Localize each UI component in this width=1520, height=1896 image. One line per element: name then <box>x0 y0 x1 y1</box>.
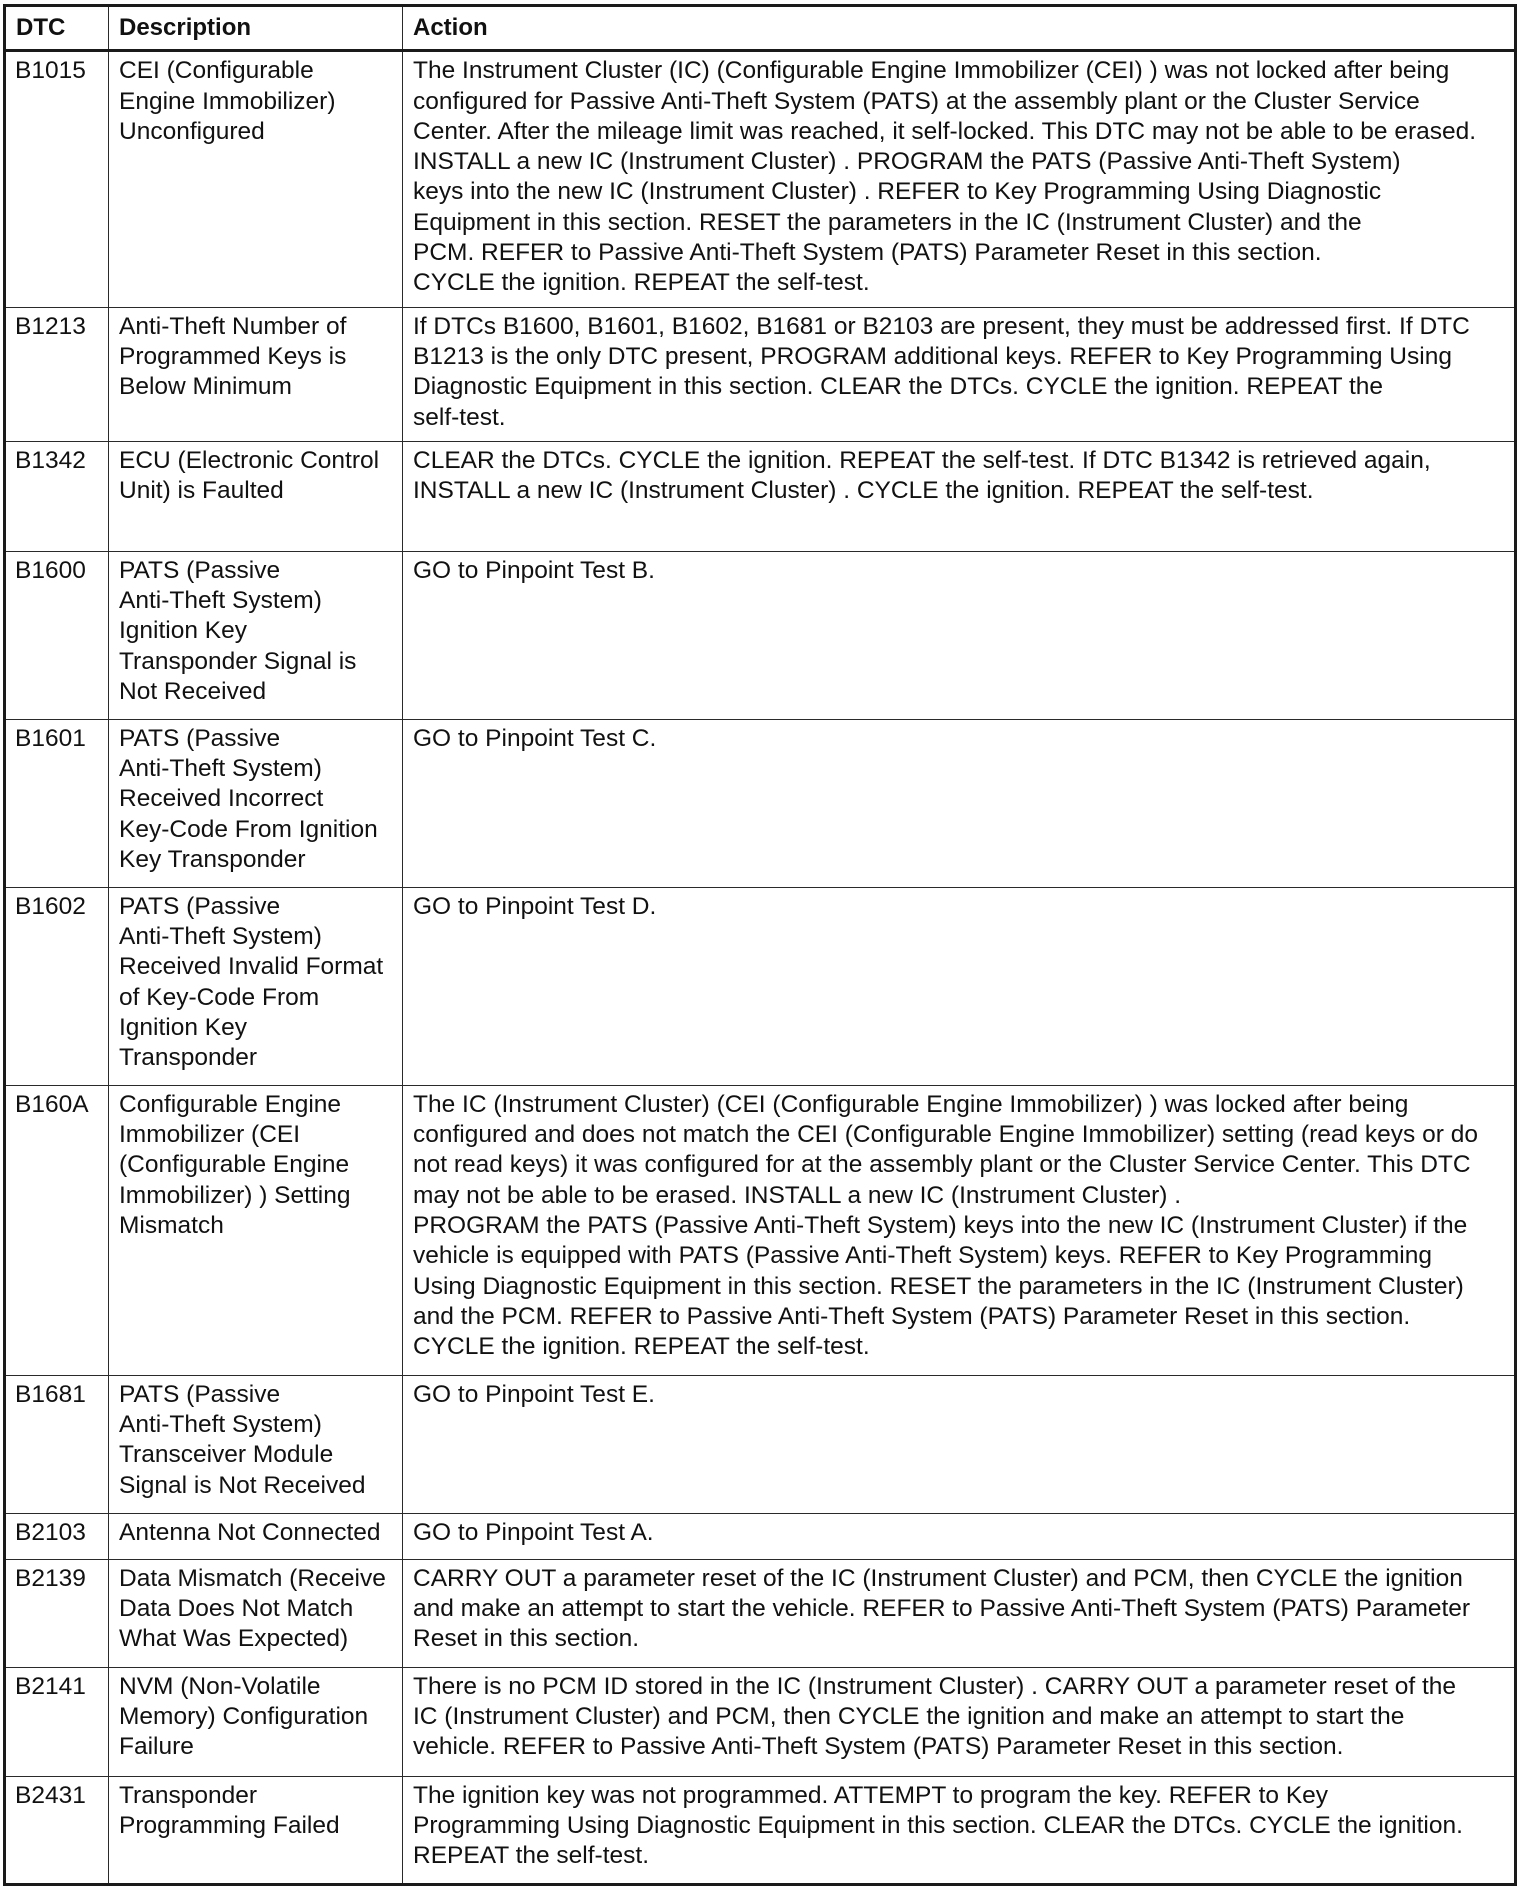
action-cell: If DTCs B1600, B1601, B1602, B1681 or B2103 are present, they must be addressed first. If DTC B1213 is the only DTC present, PROGRAM additional keys. REFER to Key Programming Using Diagnostic Equipment in this section. CLEAR the DTCs. CYCLE the ignition. REPEAT the self-test. <box>403 307 1516 441</box>
action-cell: CLEAR the DTCs. CYCLE the ignition. REPEAT the self-test. If DTC B1342 is retrieved again, INSTALL a new IC (Instrument Cluster) . CYCLE the ignition. REPEAT the self-test. <box>403 441 1516 551</box>
action-cell: GO to Pinpoint Test D. <box>403 887 1516 1085</box>
description-cell: PATS (Passive Anti-Theft System) Transceiver Module Signal is Not Received <box>109 1375 403 1513</box>
description-cell: NVM (Non-Volatile Memory) Configuration Failure <box>109 1667 403 1776</box>
action-cell: GO to Pinpoint Test B. <box>403 551 1516 719</box>
description-cell: PATS (Passive Anti-Theft System) Ignition Key Transponder Signal is Not Received <box>109 551 403 719</box>
dtc-code-cell: B2141 <box>5 1667 109 1776</box>
description-cell: Anti-Theft Number of Programmed Keys is Below Minimum <box>109 307 403 441</box>
description-cell: ECU (Electronic Control Unit) is Faulted <box>109 441 403 551</box>
table-row <box>5 51 1516 307</box>
description-cell: Antenna Not Connected <box>109 1513 403 1559</box>
table-row <box>5 1559 1516 1667</box>
dtc-code-cell: B1601 <box>5 719 109 887</box>
dtc-code-cell: B1602 <box>5 887 109 1085</box>
dtc-code-cell: B2103 <box>5 1513 109 1559</box>
table-row <box>5 887 1516 1085</box>
dtc-code-cell: B1342 <box>5 441 109 551</box>
description-cell: Configurable Engine Immobilizer (CEI (Configurable Engine Immobilizer) ) Setting Mismatch <box>109 1085 403 1375</box>
action-cell: The ignition key was not programmed. ATTEMPT to program the key. REFER to Key Programming Using Diagnostic Equipment in this section. CLEAR the DTCs. CYCLE the ignition. REPEAT the self-test. <box>403 1776 1516 1884</box>
description-cell: Transponder Programming Failed <box>109 1776 403 1884</box>
table-row <box>5 307 1516 441</box>
table-header-row <box>5 6 1516 51</box>
description-cell: CEI (Configurable Engine Immobilizer) Unconfigured <box>109 51 403 307</box>
action-cell: GO to Pinpoint Test C. <box>403 719 1516 887</box>
action-cell: GO to Pinpoint Test A. <box>403 1513 1516 1559</box>
description-cell: Data Mismatch (Receive Data Does Not Match What Was Expected) <box>109 1559 403 1667</box>
action-cell: GO to Pinpoint Test E. <box>403 1375 1516 1513</box>
dtc-code-cell: B1015 <box>5 51 109 307</box>
table-row <box>5 1776 1516 1884</box>
action-cell: The Instrument Cluster (IC) (Configurable Engine Immobilizer (CEI) ) was not locked after being configured for Passive Anti-Theft System (PATS) at the assembly plant or the Cluster Service Center. After the mileage limit was reached, it self-locked. This DTC may not be able to be erased. INSTALL a new IC (Instrument Cluster) . PROGRAM the PATS (Passive Anti-Theft System) keys into the new IC (Instrument Cluster) . REFER to Key Programming Using Diagnostic Equipment in this section. RESET the parameters in the IC (Instrument Cluster) and the PCM. REFER to Passive Anti-Theft System (PATS) Parameter Reset in this section. CYCLE the ignition. REPEAT the self-test. <box>403 51 1516 307</box>
table-row <box>5 441 1516 551</box>
description-cell: PATS (Passive Anti-Theft System) Received Incorrect Key-Code From Ignition Key Transponder <box>109 719 403 887</box>
table-row <box>5 1375 1516 1513</box>
column-header-action: Action <box>403 6 1516 51</box>
table-row <box>5 1513 1516 1559</box>
action-cell: The IC (Instrument Cluster) (CEI (Configurable Engine Immobilizer) ) was locked after being configured and does not match the CEI (Configurable Engine Immobilizer) setting (read keys or do not read keys) it was configured for at the assembly plant or the Cluster Service Center. This DTC may not be able to be erased. INSTALL a new IC (Instrument Cluster) . PROGRAM the PATS (Passive Anti-Theft System) keys into the new IC (Instrument Cluster) if the vehicle is equipped with PATS (Passive Anti-Theft System) keys. REFER to Key Programming Using Diagnostic Equipment in this section. RESET the parameters in the IC (Instrument Cluster) and the PCM. REFER to Passive Anti-Theft System (PATS) Parameter Reset in this section. CYCLE the ignition. REPEAT the self-test. <box>403 1085 1516 1375</box>
dtc-code-cell: B160A <box>5 1085 109 1375</box>
action-cell: There is no PCM ID stored in the IC (Instrument Cluster) . CARRY OUT a parameter reset of the IC (Instrument Cluster) and PCM, then CYCLE the ignition and make an attempt to start the vehicle. REFER to Passive Anti-Theft System (PATS) Parameter Reset in this section. <box>403 1667 1516 1776</box>
dtc-table <box>3 4 1517 1886</box>
dtc-code-cell: B1600 <box>5 551 109 719</box>
column-header-dtc: DTC <box>5 6 109 51</box>
table-row <box>5 719 1516 887</box>
dtc-code-cell: B1213 <box>5 307 109 441</box>
action-cell: CARRY OUT a parameter reset of the IC (Instrument Cluster) and PCM, then CYCLE the ignition and make an attempt to start the vehicle. REFER to Passive Anti-Theft System (PATS) Parameter Reset in this section. <box>403 1559 1516 1667</box>
dtc-code-cell: B1681 <box>5 1375 109 1513</box>
column-header-description: Description <box>109 6 403 51</box>
dtc-code-cell: B2139 <box>5 1559 109 1667</box>
table-row <box>5 1667 1516 1776</box>
description-cell: PATS (Passive Anti-Theft System) Received Invalid Format of Key-Code From Ignition Key Transponder <box>109 887 403 1085</box>
dtc-code-cell: B2431 <box>5 1776 109 1884</box>
table-row <box>5 1085 1516 1375</box>
table-row <box>5 551 1516 719</box>
